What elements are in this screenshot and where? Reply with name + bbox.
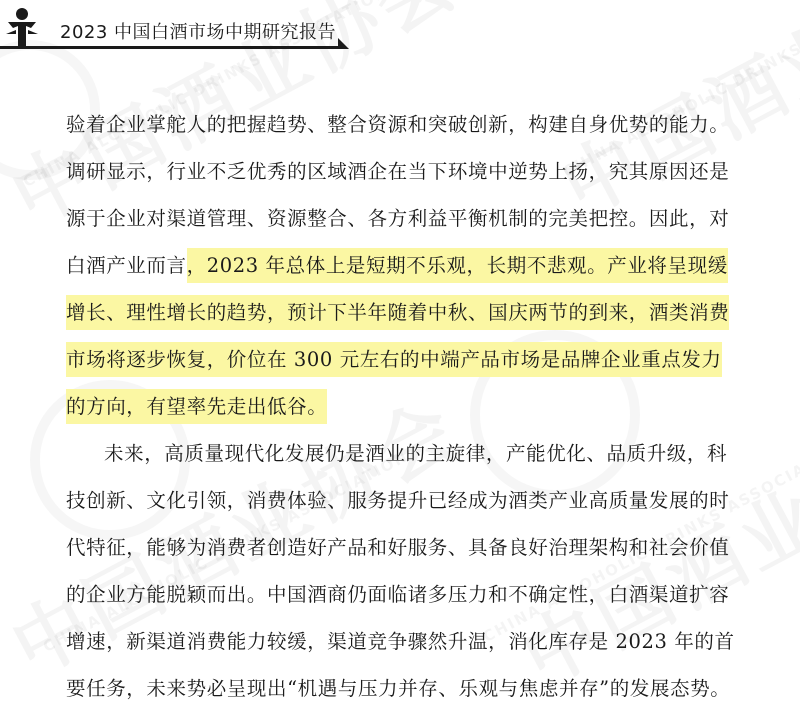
header-rule-tip (338, 38, 349, 49)
text-span: 白酒产业而言 (66, 254, 187, 277)
text-span: 的企业方能脱颖而出。中国酒商仍面临诸多压力和不确定性，白酒渠道扩容 (66, 583, 730, 606)
text-line (66, 397, 766, 417)
header-rule (0, 46, 342, 49)
person-logo-icon (2, 4, 42, 48)
highlighted-text: ，2023 年总体上是短期不乐观，长期不悲观。产业将呈现缓 (187, 248, 728, 283)
text-span: 代特征，能够为消费者创造好产品和好服务、具备良好治理架构和社会价值 (66, 536, 730, 559)
text-span: 增速，新渠道消费能力较缓，渠道竞争骤然升温，消化库存是 2023 年的首 (66, 630, 735, 653)
text-span: 验着企业掌舵人的把握趋势、整合资源和突破创新，构建自身优势的能力。 (66, 113, 730, 136)
text-line (66, 538, 766, 558)
text-span: 未来，高质量现代化发展仍是酒业的主旋律，产能优化、品质升级，科 (104, 442, 728, 465)
text-line (66, 162, 766, 182)
page-title: 2023 中国白酒市场中期研究报告 (60, 22, 337, 43)
text-span: 技创新、文化引领，消费体验、服务提升已经成为酒类产业高质量发展的时 (66, 489, 730, 512)
text-line (66, 303, 766, 323)
highlighted-text: 增长、理性增长的趋势，预计下半年随着中秋、国庆两节的到来，酒类消费 (66, 295, 729, 330)
text-span: 要任务，未来势必呈现出“机遇与压力并存、乐观与焦虑并存”的发展态势。 (66, 677, 731, 700)
page-header (0, 0, 800, 60)
text-line (66, 115, 766, 135)
highlighted-text: 的方向，有望率先走出低谷。 (66, 389, 327, 424)
text-span: 调研显示，行业不乏优秀的区域酒企在当下环境中逆势上扬，究其原因还是 (66, 160, 730, 183)
text-line (66, 256, 766, 276)
text-line (66, 632, 766, 652)
text-span: 源于企业对渠道管理、资源整合、各方利益平衡机制的完美把控。因此，对 (66, 207, 730, 230)
text-line (66, 585, 766, 605)
text-line (66, 350, 766, 370)
highlighted-text: 市场将逐步恢复，价位在 300 元左右的中端产品市场是品牌企业重点发力 (66, 342, 722, 377)
text-line (66, 491, 766, 511)
watermark-seal (0, 40, 100, 180)
text-line (104, 444, 800, 464)
text-line (66, 679, 766, 699)
text-line (66, 209, 766, 229)
